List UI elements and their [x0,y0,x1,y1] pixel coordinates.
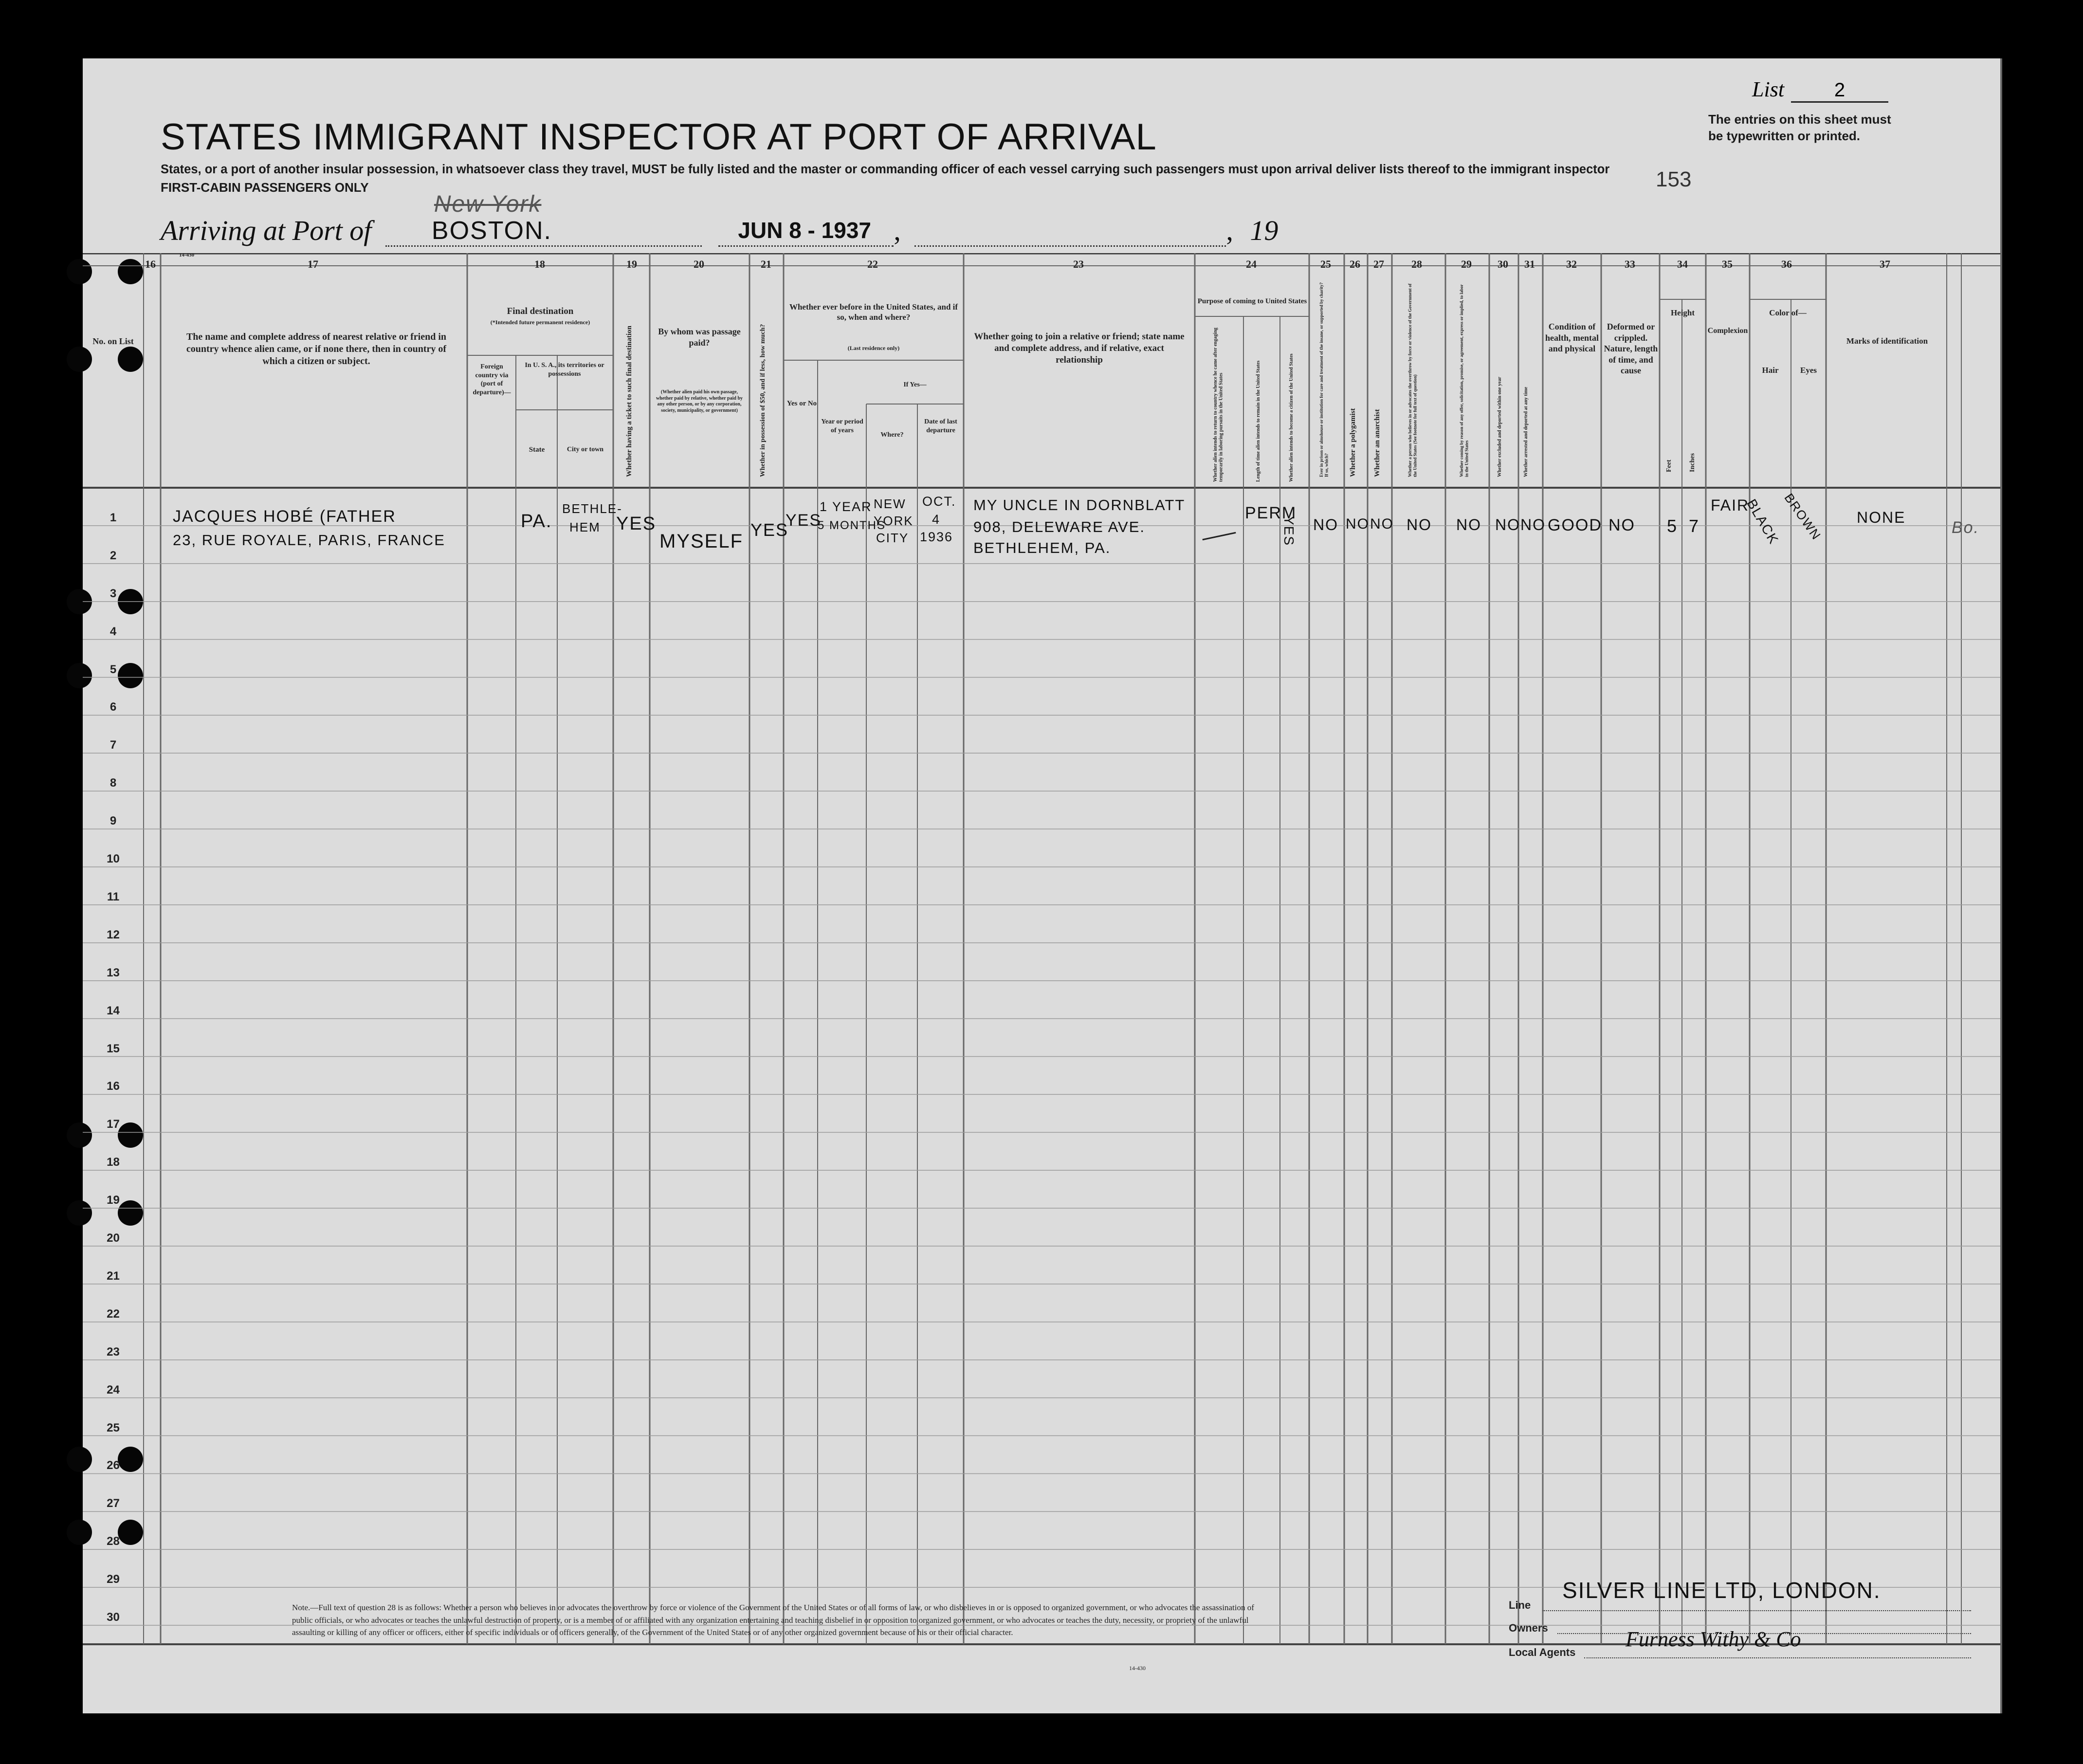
port-struck: New York [434,191,542,217]
row-number: 4 [110,625,117,638]
entry-joining-2: 908, DELEWARE AVE. [973,518,1146,535]
manifest-table [83,253,2000,1650]
header-joining: Whether going to join a relative or friend; state name and complete address, and if relative, exact relationship [974,331,1185,365]
entry-city-line-2: HEM [569,520,601,534]
row-number: 18 [107,1156,120,1169]
col-num-28: 28 [1411,258,1422,270]
row-number: 16 [107,1080,120,1093]
header-purpose-length: Length of time alien intends to remain in the United States [1256,360,1261,482]
entry-prison: NO [1313,516,1338,533]
header-in-usa: In U. S. A., its territories or possessions [525,362,604,378]
header-ever-before: Whether ever before in the United States, and if so, when and where? [789,302,958,322]
entry-length: PERM [1245,504,1297,522]
entry-state: PA. [521,511,552,532]
row-number: 7 [110,738,117,752]
row-number: 15 [107,1042,120,1055]
entry-margin-note: Bo. [1952,518,1980,537]
header-paragraph: States, or a port of another insular possession, in whatsoever class they travel, MUST be fully listed and the master or commanding officer of each vessel carrying such passengers must upon arrival deliver lists thereof to the immigrant inspector [161,163,1610,176]
arriving-at-port: Arriving at Port of New York BOSTON. JUN 8 - 1937 , , 19 [161,191,1279,246]
entry-before-period-1: 1 YEAR [820,499,872,514]
year-suffix: 19 [1250,215,1279,246]
header-polygamist: Whether a polygamist [1349,408,1357,477]
list-value: 2 [1791,79,1888,103]
entry-city-line-1: BETHLE- [562,501,622,516]
row-number: 30 [107,1611,120,1624]
header-arrested: Whether arrested and deported at any time [1523,386,1529,477]
col-num-33: 33 [1625,258,1635,270]
footnote-question-28: Note.—Full text of question 28 is as follows: Whether a person who believes in or advocates the overthrow by force or violence of the Government of the United States or of all forms of law, or who disbelieves in or is opposed to organized government, or who advocates the assassination of public officials, or who advocates or teaches the unlawful destruction of property, or is a member of or affiliated with any organization entertaining and teaching disbelief in or opposition to organized government, or who advocates or teaches the duty, necessity, or propriety of the unlawful assaulting or killing of any officer or officers, either of specific individuals or of officers generally, of the Government of the United States or of any other organized government because of his or their official character. [292,1603,1254,1637]
header-passage-paid-sub: (Whether alien paid his own passage, whether paid by relative, whether paid by any other person, or by any corporation, society, municipality, or government) [656,389,743,413]
col-num-25: 25 [1320,258,1331,270]
date-field [718,216,894,247]
entry-relative-line-1: JACQUES HOBÉ (FATHER [173,507,396,526]
row-number: 19 [107,1194,120,1207]
header-purpose-return: Whether alien intends to return to country whence he came after engaging temporarily in laboring pursuits in the United States [1213,328,1224,482]
row-number: 13 [107,966,120,979]
header-height: Height [1670,308,1695,317]
entry-before-date-2: 4 [932,512,941,527]
instruction-line-2: be typewritten or printed. [1708,129,1861,143]
row-number: 28 [107,1535,120,1548]
col-num-20: 20 [694,258,704,270]
header-date-departure: Date of last departure [924,418,957,434]
entry-joining-3: BETHLEHEM, PA. [973,539,1111,556]
table-grid [83,253,2000,1650]
row-number: 10 [107,852,120,866]
header-last-residence: (Last residence only) [847,345,900,351]
instruction-line-1: The entries on this sheet must [1708,112,1891,127]
entry-joining-1: MY UNCLE IN DORNBLATT [973,496,1186,514]
list-number [1752,77,1888,103]
row-number: 21 [107,1269,120,1283]
entry-feet: 5 [1667,516,1678,536]
col-num-37: 37 [1880,258,1890,270]
header-city: City or town [566,446,604,453]
row-number: 9 [110,814,117,828]
entry-hair: BLACK [1744,496,1782,547]
col-num-16: 16 [145,258,156,270]
col-num-29: 29 [1461,258,1472,270]
page-number: 153 [1656,167,1692,191]
entry-before-where-2: YORK [874,514,914,528]
header-marks: Marks of identification [1846,336,1928,346]
header-yes-no: Yes or No [786,400,817,407]
port-field [385,191,702,247]
header-state: State [529,446,545,454]
row-number: 17 [107,1118,120,1131]
entry-paid-by: MYSELF [659,531,744,552]
header-prison: Ever in prison or almshouse or institution for care and treatment of the insane, or supported by charity? If so, which? [1319,282,1329,477]
col-num-30: 30 [1498,258,1508,270]
entry-inches: 7 [1689,516,1700,536]
line-value: SILVER LINE LTD, LONDON. [1562,1578,1881,1603]
entry-health: GOOD [1548,516,1602,534]
header-hair: Hair [1762,366,1779,375]
header-if-yes: If Yes— [903,381,927,388]
header-foreign-country: Foreign country via (port of departure)— [473,363,511,396]
row-number: 25 [107,1421,120,1434]
header-ticket: Whether having a ticket to such final destination [625,326,633,477]
first-cabin-label: FIRST-CABIN PASSENGERS ONLY [161,180,369,195]
date-stamp: JUN 8 - 1937 [738,218,871,243]
col-num-22: 22 [867,258,878,270]
header-health: Condition of health, mental and physical [1545,322,1599,353]
entry-excluded: NO [1495,516,1520,533]
header-deformed: Deformed or crippled. Nature, length of time, and cause [1604,322,1658,375]
col-num-23: 23 [1073,258,1084,270]
row-number: 27 [107,1497,120,1510]
owners-label: Owners [1509,1622,1548,1634]
header-complexion: Complexion [1707,327,1748,335]
col-num-17: 17 [308,258,318,270]
row-number: 22 [107,1307,120,1321]
col-num-34: 34 [1677,258,1688,270]
arriving-label: Arriving at Port of [161,215,372,246]
row-number: 26 [107,1459,120,1472]
entry-arrested: NO [1520,516,1546,533]
col-num-19: 19 [626,258,637,270]
header-inches: Inches [1689,453,1696,472]
header-relative-address: The name and complete address of nearest relative or friend in country whence alien came, or if none there, then in country of which a citizen or subject. [186,331,447,367]
entry-labor: NO [1456,516,1481,533]
col-num-32: 32 [1566,258,1577,270]
header-excluded: Whether excluded and deported within one year [1497,377,1502,477]
entry-before-period-2: 5 MONTHS [818,519,886,532]
agents-value: Furness Withy & Co [1626,1627,1801,1651]
entry-before-where-1: NEW [874,496,906,511]
entry-relative-line-2: 23, RUE ROYALE, PARIS, FRANCE [173,532,445,549]
col-num-27: 27 [1373,258,1384,270]
agents-label: Local Agents [1509,1646,1576,1658]
header-final-destination-sub: (*Intended future permanent residence) [490,319,590,326]
col-num-24: 24 [1246,258,1257,270]
entry-money: YES [750,520,789,540]
header-eyes: Eyes [1800,366,1817,375]
entry-eyes: BROWN [1781,491,1824,543]
entry-polygamist: NO [1346,516,1370,532]
header-money: Whether in possession of $50, and if less, how much? [759,324,767,477]
col-num-31: 31 [1524,258,1535,270]
port-written: BOSTON. [431,217,552,245]
entry-anarchist: NO [1370,516,1394,532]
entry-marks: NONE [1857,509,1906,526]
row-number: 11 [107,890,120,903]
entry-before-yesno: YES [786,511,822,530]
col-num-21: 21 [761,258,771,270]
row-number: 2 [110,549,117,562]
header-labor-offer: Whether coming by reason of any offer, solicitation, promise, or agreement, express or implied, to labor in the United States [1459,284,1469,477]
row-number: 8 [110,776,117,790]
entry-overthrow: NO [1407,516,1432,533]
corner-code: 14-430 [179,252,195,258]
manifest-sheet [83,58,2002,1713]
entry-before-date-3: 1936 [920,530,953,544]
entry-citizen: YES [1281,516,1297,547]
row-number: 24 [107,1383,120,1396]
row-number: 1 [110,511,117,524]
entry-complexion: FAIR [1711,496,1750,514]
row-number: 23 [107,1345,120,1359]
form-title: STATES IMMIGRANT INSPECTOR AT PORT OF ARRIVAL [161,116,1157,158]
row-number: 5 [110,662,117,676]
entry-deformed: NO [1608,516,1635,534]
row-number: 14 [107,1004,120,1017]
line-field [1543,1610,1971,1611]
entry-ticket: YES [616,514,657,534]
header-color-of: Color of— [1769,308,1807,317]
entry-before-where-3: CITY [876,531,909,545]
list-label: List [1752,77,1785,101]
entry-before-date-1: OCT. [922,494,956,509]
agents-field [1584,1657,1971,1658]
header-purpose-citizen: Whether alien intends to become a citizen of the United States [1289,353,1294,482]
header-passage-paid: By whom was passage paid? [658,327,741,348]
header-feet: Feet [1665,459,1673,472]
header-anarchist: Whether an anarchist [1373,409,1381,477]
row-number: 29 [107,1573,120,1586]
row-number: 3 [110,587,117,600]
header-years: Year or period of years [821,418,863,434]
line-label: Line [1509,1599,1531,1611]
col-num-18: 18 [534,258,545,270]
date-blank [914,216,1226,247]
row-number: 6 [110,700,117,714]
header-overthrow: Whether a person who believes in or advocates the overthrow by force or violence of the Government of the United States (See footnote for full text of question) [1407,283,1418,477]
header-purpose: Purpose of coming to United States [1197,297,1307,305]
row-number: 12 [107,928,120,941]
header-where: Where? [880,431,904,439]
col-num-36: 36 [1781,258,1792,270]
row-number: 20 [107,1231,120,1245]
header-no-on-list: No. on List [92,336,134,346]
col-num-26: 26 [1350,258,1360,270]
form-code: 14-430 [1129,1665,1146,1672]
col-num-35: 35 [1722,258,1733,270]
header-final-destination: Final destination [507,306,574,316]
